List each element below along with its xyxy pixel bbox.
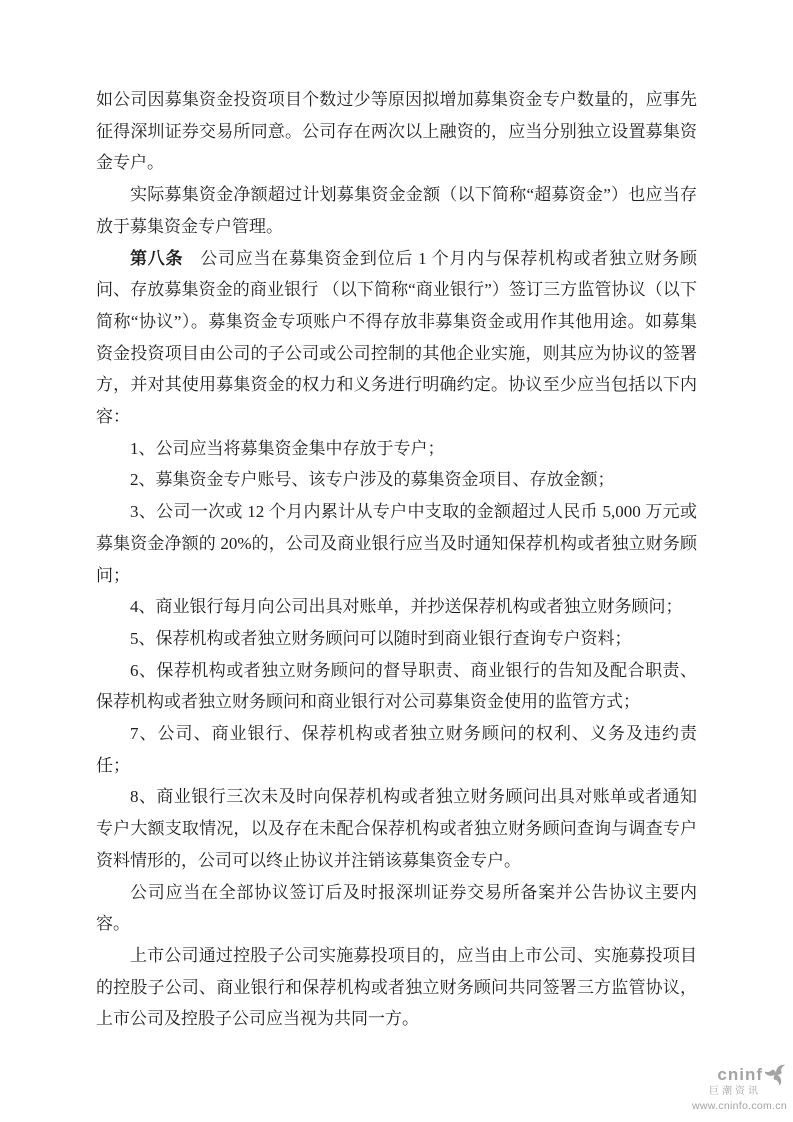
document-body — [96, 84, 697, 1035]
list-item-8: 8、商业银行三次未及时向保荐机构或者独立财务顾问出具对账单或者通知专户大额支取情况，以及存在未配合保荐机构或者独立财务顾问查询与调查专户资料情形的，公司可以终止协议并注销该募集资金专户。 — [96, 787, 697, 870]
paragraph-continuation: 如公司因募集资金投资项目个数过少等原因拟增加募集资金专户数量的，应事先征得深圳证券交易所同意。公司存在两次以上融资的，应当分别独立设置募集资金专户。 — [96, 90, 697, 173]
cninfo-logo-text: cninf — [717, 1064, 763, 1084]
cninfo-chinese-name: 巨潮资讯 — [709, 1086, 761, 1098]
paragraph-filing: 公司应当在全部协议签订后及时报深圳证券交易所备案并公告协议主要内容。 — [96, 882, 697, 934]
list-item-4: 4、商业银行每月向公司出具对账单，并抄送保荐机构或者独立财务顾问； — [130, 597, 683, 617]
cninfo-swirl-icon — [765, 1063, 787, 1085]
list-item-2: 2、募集资金专户账号、该专户涉及的募集资金项目、存放金额； — [130, 470, 615, 490]
paragraph-article-8 — [96, 243, 697, 433]
list-item-3: 3、公司一次或 12 个月内累计从专户中支取的金额超过人民币 5,000 万元或募集资金净额的 20%的，公司及商业银行应当及时通知保荐机构或者独立财务顾问； — [96, 502, 697, 585]
article-text: 公司应当在募集资金到位后 1 个月内与保荐机构或者独立财务顾问、存放募集资金的商业银行 （以下简称“商业银行”）签订三方监管协议（以下简称“协议”）。募集资金专项账户不得存放非募集资金或用作其他用途。如募集资金投资项目由公司的子公司或公司控制的其他企业实施，则其应为协议的签署方，并对其使用募集资金的权力和义务进行明确约定。协议至少应当包括以下内容： — [96, 248, 698, 427]
paragraph-subsidiary: 上市公司通过控股子公司实施募投项目的，应当由上市公司、实施募投项目的控股子公司、商业银行和保荐机构或者独立财务顾问共同签署三方监管协议，上市公司及控股子公司应当视为共同一方。 — [96, 945, 697, 1029]
list-item-6: 6、保荐机构或者独立财务顾问的督导职责、商业银行的告知及配合职责、保荐机构或者独立财务顾问和商业银行对公司募集资金使用的监管方式； — [96, 660, 697, 712]
cninfo-url: www.cninfo.com.cn — [692, 1099, 787, 1112]
list-item-1: 1、公司应当将募集资金集中存放于专户； — [130, 438, 445, 458]
cninfo-watermark — [692, 1063, 787, 1112]
cninfo-logo-row — [692, 1063, 787, 1085]
list-item-5: 5、保荐机构或者独立财务顾问可以随时到商业银行查询专户资料； — [130, 628, 632, 648]
article-number: 第八条 — [130, 248, 184, 268]
paragraph-over-raised-funds: 实际募集资金净额超过计划募集资金金额（以下简称“超募资金”）也应当存放于募集资金专户管理。 — [96, 185, 697, 236]
list-item-7: 7、公司、商业银行、保荐机构或者独立财务顾问的权利、义务及违约责任； — [96, 724, 697, 775]
